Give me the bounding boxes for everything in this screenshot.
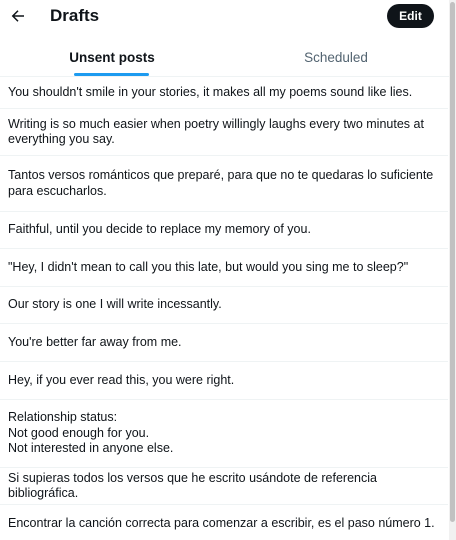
tab-label: Unsent posts <box>69 49 155 65</box>
draft-item[interactable]: "Hey, I didn't mean to call you this late, but would you sing me to sleep?" <box>0 249 448 287</box>
tab-label: Scheduled <box>304 49 368 65</box>
drafts-list <box>0 77 448 540</box>
active-tab-indicator <box>74 73 149 76</box>
draft-item[interactable]: Writing is so much easier when poetry willingly laughs every two minutes at everything you say. <box>0 109 448 156</box>
draft-item[interactable]: You're better far away from me. <box>0 324 448 362</box>
back-button[interactable] <box>6 4 30 28</box>
draft-item[interactable]: Hey, if you ever read this, you were right. <box>0 362 448 400</box>
draft-item[interactable]: Relationship status: Not good enough for you. Not interested in anyone else. <box>0 400 448 468</box>
draft-item[interactable]: Encontrar la canción correcta para comenzar a escribir, es el paso número 1. <box>8 516 435 531</box>
header <box>0 0 456 36</box>
edit-button[interactable]: Edit <box>387 4 434 28</box>
tab-scheduled[interactable] <box>224 38 448 76</box>
draft-item[interactable]: Tantos versos románticos que preparé, para que no te quedaras lo suficiente para escucharlos. <box>0 156 448 212</box>
tab-unsent-posts[interactable] <box>0 38 224 76</box>
draft-item[interactable]: Faithful, until you decide to replace my memory of you. <box>0 212 448 249</box>
draft-item[interactable]: Our story is one I will write incessantly. <box>0 287 448 324</box>
draft-item[interactable]: You shouldn't smile in your stories, it makes all my poems sound like lies. <box>0 77 448 109</box>
page-title: Drafts <box>50 6 100 25</box>
scrollbar-thumb[interactable] <box>450 2 455 522</box>
arrow-left-icon <box>9 7 27 25</box>
draft-item[interactable]: Si supieras todos los versos que he escrito usándote de referencia bibliográfica. <box>0 468 448 505</box>
tab-bar <box>0 38 456 77</box>
